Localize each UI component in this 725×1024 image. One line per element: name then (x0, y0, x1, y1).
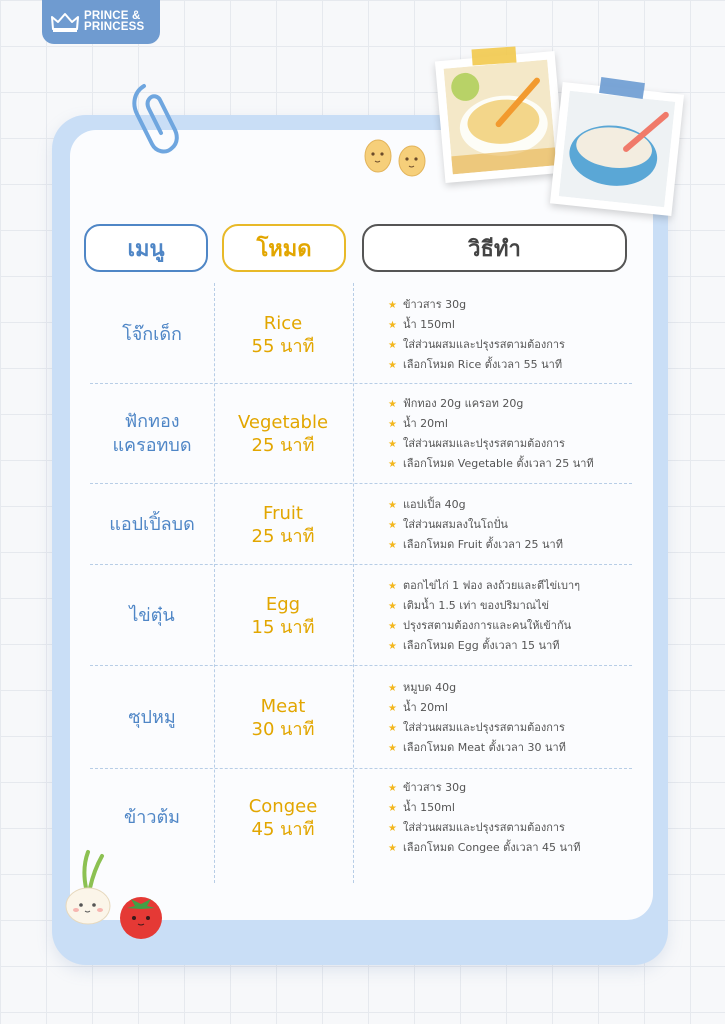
star-icon: ★ (388, 360, 397, 371)
star-icon: ★ (388, 320, 397, 331)
star-icon: ★ (388, 519, 397, 531)
mode-cell (216, 385, 350, 483)
mode-cell (216, 287, 350, 383)
mode-time: 25 นาที (251, 435, 315, 456)
mode-name: Egg (265, 593, 301, 615)
onion-mascot-icon (62, 848, 116, 928)
step-item: ★ เลือกโหมด Meat ตั้งเวลา 30 นาที (388, 740, 566, 754)
potato-mascot-icon (362, 136, 432, 180)
mode-time: 30 นาที (251, 718, 315, 740)
star-icon: ★ (388, 539, 397, 551)
mode-name: Fruit (263, 502, 303, 524)
mode-name: Congee (248, 796, 318, 817)
steps-list (388, 770, 632, 866)
table-row (90, 485, 632, 564)
steps-list (388, 667, 632, 768)
table-row (90, 385, 632, 483)
mode-name: Rice (263, 313, 303, 334)
star-icon: ★ (388, 640, 397, 652)
menu-name: ซุปหมู (128, 706, 176, 728)
star-icon: ★ (388, 682, 397, 694)
star-icon: ★ (388, 742, 397, 754)
mode-cell (216, 667, 350, 768)
steps-list (388, 287, 632, 383)
step-item: ★ เลือกโหมด Fruit ตั้งเวลา 25 นาที (388, 537, 563, 551)
brand-line-1: PRINCE & (84, 10, 141, 22)
step-item: ★ ข้าวสาร 30g (388, 781, 467, 794)
menu-name: โจ๊กเด็ก (122, 324, 182, 345)
step-item: ★ น้ำ 150ml (388, 801, 455, 814)
mode-time: 25 นาที (251, 525, 315, 547)
star-icon: ★ (388, 600, 397, 612)
mode-time: 15 นาที (251, 616, 315, 638)
step-item: ★ ใส่ส่วนผสมและปรุงรสตามต้องการ (388, 720, 565, 734)
mode-cell (216, 485, 350, 564)
step-item: ★ ปรุงรสตามต้องการและคนให้เข้ากัน (388, 618, 572, 632)
menu-name: ข้าวต้ม (123, 807, 181, 828)
mode-name: Vegetable (237, 412, 329, 433)
step-item: ★ เลือกโหมด Vegetable ตั้งเวลา 25 นาที (388, 457, 594, 470)
star-icon: ★ (388, 783, 397, 794)
star-icon: ★ (388, 459, 397, 470)
star-icon: ★ (388, 340, 397, 351)
star-icon: ★ (388, 803, 397, 814)
steps-list (388, 385, 632, 483)
step-item: ★ หมูบด 40g (388, 680, 457, 694)
step-item: ★ ใส่ส่วนผสมและปรุงรสตามต้องการ (388, 338, 565, 351)
crown-icon (50, 11, 80, 33)
mode-time: 55 นาที (251, 336, 315, 357)
menu-name: ไข่ตุ๋น (129, 604, 175, 626)
star-icon: ★ (388, 580, 397, 592)
steps-list (388, 485, 632, 564)
star-icon: ★ (388, 499, 397, 511)
mode-cell (216, 566, 350, 665)
star-icon: ★ (388, 399, 397, 410)
steps-list (388, 566, 632, 665)
star-icon: ★ (388, 702, 397, 714)
brand-line-2: PRINCESS (84, 21, 145, 33)
star-icon: ★ (388, 823, 397, 834)
row-divider (90, 768, 632, 769)
paperclip-icon (128, 78, 188, 160)
table-row (90, 667, 632, 768)
step-item: ★ เลือกโหมด Congee ตั้งเวลา 45 นาที (388, 841, 581, 854)
step-item: ★ เลือกโหมด Egg ตั้งเวลา 15 นาที (388, 638, 560, 652)
step-item: ★ ใส่ส่วนผสมลงในโถปั่น (388, 517, 508, 531)
tomato-mascot-icon (115, 890, 167, 940)
baby-food-bowl-photo (435, 51, 565, 183)
step-item: ★ เติมน้ำ 1.5 เท่า ของปริมาณไข่ (388, 598, 550, 612)
step-item: ★ ใส่ส่วนผสมและปรุงรสตามต้องการ (388, 437, 565, 450)
step-item: ★ แอปเปิ้ล 40g (388, 497, 466, 511)
step-item: ★ ข้าวสาร 30g (388, 298, 467, 311)
star-icon: ★ (388, 843, 397, 854)
star-icon: ★ (388, 722, 397, 734)
star-icon: ★ (388, 419, 397, 430)
step-item: ★ ฟักทอง 20g แครอท 20g (388, 397, 524, 410)
photo-tape (471, 46, 516, 65)
mode-cell (216, 770, 350, 866)
step-item: ★ เลือกโหมด Rice ตั้งเวลา 55 นาที (388, 358, 563, 371)
table-row (90, 566, 632, 665)
menu-name: แอปเปิ้ลบด (109, 513, 195, 535)
step-item: ★ ตอกไข่ไก่ 1 ฟอง ลงถ้วยและตีไข่เบาๆ (388, 578, 581, 592)
table-row (90, 287, 632, 383)
star-icon: ★ (388, 439, 397, 450)
table-row (90, 770, 632, 866)
mode-name: Meat (260, 695, 306, 717)
row-divider (90, 564, 632, 565)
star-icon: ★ (388, 300, 397, 311)
brand-logo (42, 0, 160, 44)
row-divider (90, 483, 632, 484)
row-divider (90, 665, 632, 666)
header-method: วิธีทำ (362, 224, 627, 272)
step-item: ★ น้ำ 150ml (388, 318, 455, 331)
porridge-bowl-photo (550, 82, 684, 216)
step-item: ★ น้ำ 20ml (388, 700, 448, 714)
header-menu: เมนู (84, 224, 208, 272)
header-mode: โหมด (222, 224, 346, 272)
step-item: ★ น้ำ 20ml (388, 417, 448, 430)
step-item: ★ ใส่ส่วนผสมและปรุงรสตามต้องการ (388, 821, 565, 834)
star-icon: ★ (388, 620, 397, 632)
menu-name: ฟักทอง แครอทบด (112, 411, 192, 456)
mode-time: 45 นาที (251, 819, 315, 840)
row-divider (90, 383, 632, 384)
brand-name (84, 11, 144, 33)
